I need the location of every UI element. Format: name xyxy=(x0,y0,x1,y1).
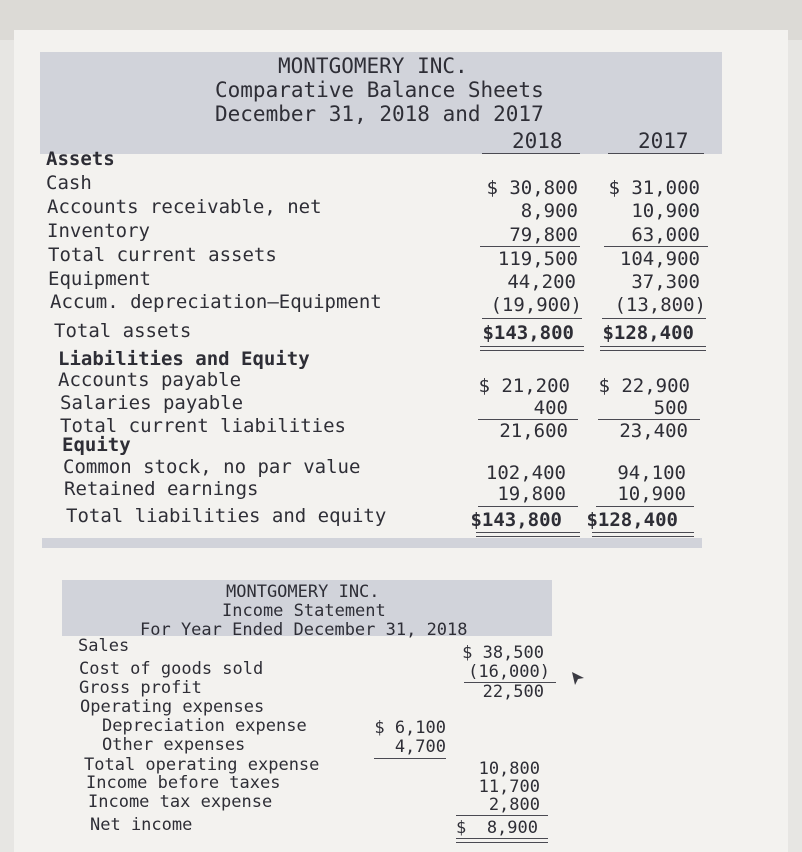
tca-label: Total current assets xyxy=(48,244,277,266)
depreciation-value: $ 6,100 xyxy=(374,718,446,738)
tca-2017: 104,900 xyxy=(619,248,700,270)
net-income-label: Net income xyxy=(90,815,193,835)
accum-depr-2017: (13,800) xyxy=(614,294,706,316)
ar-2017: 10,900 xyxy=(631,200,700,222)
is-company-name: MONTGOMERY INC. xyxy=(226,582,380,602)
retained-earnings-2017: 10,900 xyxy=(617,483,686,505)
inventory-2018: 79,800 xyxy=(509,224,578,246)
ar-label: Accounts receivable, net xyxy=(47,196,322,218)
retained-earnings-2018: 19,800 xyxy=(497,483,566,505)
tcl-2018: 21,600 xyxy=(499,420,568,442)
ta-2018-rule xyxy=(482,318,582,319)
is-title: Income Statement xyxy=(222,601,386,621)
ap-2017: $ 22,900 xyxy=(598,375,690,397)
retained-earnings-label: Retained earnings xyxy=(64,478,259,500)
bs-title: Comparative Balance Sheets xyxy=(215,78,544,102)
common-stock-2017: 94,100 xyxy=(617,462,686,484)
salaries-2018: 400 xyxy=(533,397,568,419)
gross-profit-value: 22,500 xyxy=(482,682,544,702)
total-opex-value: 10,800 xyxy=(478,759,540,779)
net-income-currency: $ xyxy=(456,818,467,838)
inventory-2017: 63,000 xyxy=(631,224,700,246)
net-income-rule xyxy=(456,815,548,816)
gross-profit-label: Gross profit xyxy=(79,678,202,698)
total-opex-label: Total operating expense xyxy=(84,755,320,775)
ibt-label: Income before taxes xyxy=(86,773,281,793)
equity-heading: Equity xyxy=(62,434,131,456)
bs-date: December 31, 2018 and 2017 xyxy=(215,102,544,126)
tcl-2017: 23,400 xyxy=(619,420,688,442)
other-expenses-label: Other expenses xyxy=(102,735,246,755)
col-2017-underline xyxy=(608,153,704,154)
tca-2018-rule xyxy=(480,246,580,247)
total-assets-2018: $143,800 xyxy=(482,322,574,344)
depreciation-label: Depreciation expense xyxy=(102,716,307,736)
cash-label: Cash xyxy=(46,172,92,194)
cash-2018: $ 30,800 xyxy=(486,177,578,199)
tca-2017-rule xyxy=(604,246,708,247)
sales-value: $ 38,500 xyxy=(462,643,544,663)
bs-company-name: MONTGOMERY INC. xyxy=(278,54,468,78)
ap-label: Accounts payable xyxy=(58,369,242,391)
mouse-pointer-icon xyxy=(570,670,586,686)
common-stock-label: Common stock, no par value xyxy=(63,456,361,478)
tle-2017-rule xyxy=(596,506,694,507)
salaries-2017: 500 xyxy=(653,397,688,419)
cogs-value: (16,000) xyxy=(468,662,550,682)
cash-2017: $ 31,000 xyxy=(608,177,700,199)
col-2018-underline xyxy=(482,153,580,154)
tca-2018: 119,500 xyxy=(497,248,578,270)
tcl-label: Total current liabilities xyxy=(60,415,346,437)
total-assets-2017: $128,400 xyxy=(602,322,694,344)
other-expenses-value: 4,700 xyxy=(394,737,446,757)
ibt-value: 11,700 xyxy=(478,777,540,797)
is-period: For Year Ended December 31, 2018 xyxy=(140,620,468,640)
bs-col-2018: 2018 xyxy=(512,129,563,153)
ta-2017-double-rule xyxy=(600,346,706,351)
accum-depr-2018: (19,900) xyxy=(490,294,582,316)
tle-2018: $143,800 xyxy=(470,509,562,531)
income-tax-label: Income tax expense xyxy=(88,792,273,812)
opex-heading: Operating expenses xyxy=(80,697,265,717)
tle-2017: $128,400 xyxy=(586,509,678,531)
salaries-label: Salaries payable xyxy=(60,392,244,414)
common-stock-2018: 102,400 xyxy=(485,462,566,484)
liab-equity-heading: Liabilities and Equity xyxy=(58,348,310,370)
tle-label: Total liabilities and equity xyxy=(66,505,387,527)
ta-2018-double-rule xyxy=(480,346,584,351)
equipment-label: Equipment xyxy=(48,268,151,290)
inventory-label: Inventory xyxy=(47,220,150,242)
tle-2017-double-rule xyxy=(592,532,694,537)
ta-2017-rule xyxy=(602,318,706,319)
equipment-2018: 44,200 xyxy=(507,271,576,293)
accum-depr-label: Accum. depreciation—Equipment xyxy=(50,291,382,313)
assets-heading: Assets xyxy=(46,148,115,170)
tle-2018-double-rule xyxy=(476,532,580,537)
total-assets-label: Total assets xyxy=(54,320,192,342)
ap-2018: $ 21,200 xyxy=(478,375,570,397)
opex-subtotal-rule xyxy=(374,758,446,759)
ar-2018: 8,900 xyxy=(520,200,578,222)
equipment-2017: 37,300 xyxy=(631,271,700,293)
net-income-double-rule xyxy=(456,838,548,843)
net-income-value: 8,900 xyxy=(486,818,538,838)
tle-2018-rule xyxy=(478,506,578,507)
sales-label: Sales xyxy=(78,636,130,656)
income-tax-value: 2,800 xyxy=(488,795,540,815)
balance-sheet-footer-band xyxy=(42,538,702,548)
cogs-label: Cost of goods sold xyxy=(79,659,264,679)
bs-col-2017: 2017 xyxy=(638,129,689,153)
